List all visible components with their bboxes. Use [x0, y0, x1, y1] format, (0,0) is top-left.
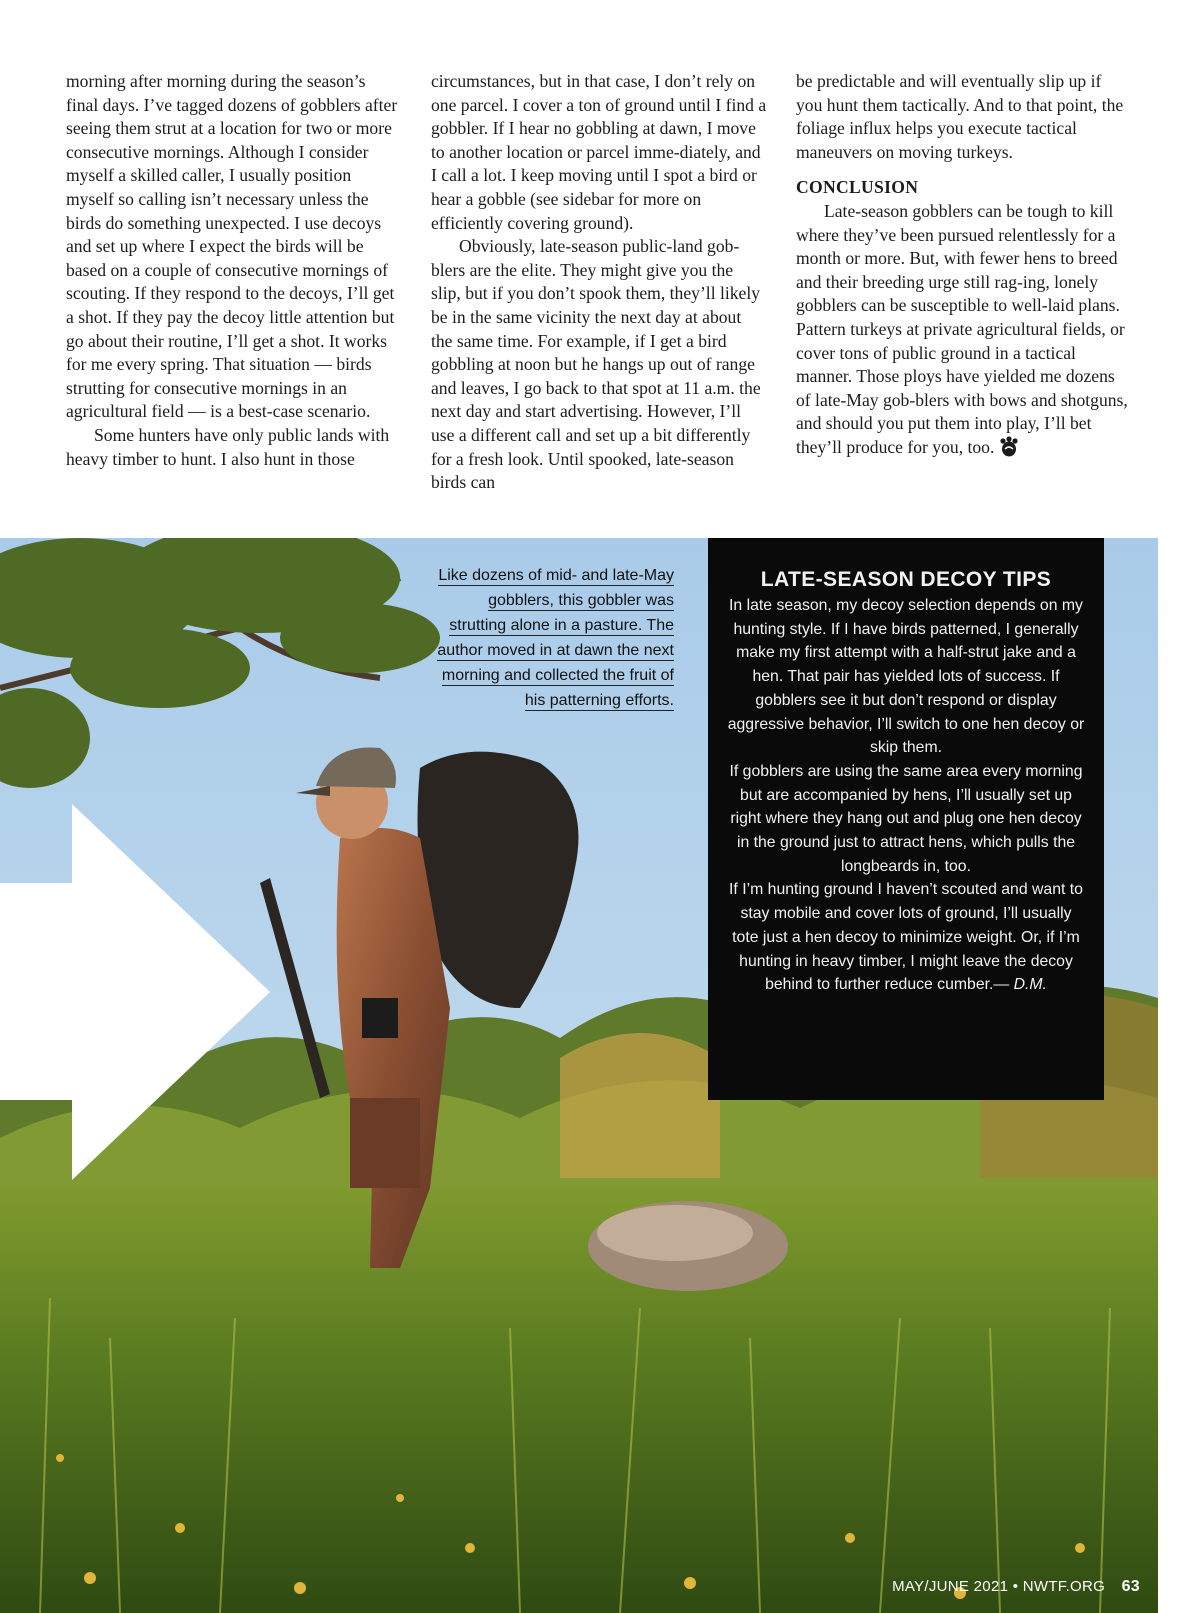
article-column-3 [796, 70, 1132, 460]
paragraph: Some hunters have only public lands with heavy timber to hunt. I also hunt in those [66, 424, 390, 469]
article-column-2 [431, 70, 767, 495]
paragraph: Obviously, late-season public-land gob-blers are the elite. They might give you the slip, but if you don’t spook them, they’ll likely be in the same vicinity the next day at about the same time. For example, if I get a bird gobbling at noon but he hangs up out of range and leaves, I go back to that spot at 11 a.m. the next day and start advertising. However, I’ll use a different call and set up a bit differently for a fresh look. Until spooked, late-season birds can [431, 236, 761, 493]
paragraph [796, 200, 1132, 460]
issue-date: MAY/JUNE 2021 [892, 1578, 1009, 1595]
sidebar-byline: D.M. [1013, 976, 1047, 994]
page-number: 63 [1121, 1578, 1140, 1595]
paragraph: morning after morning during the season’s final days. I’ve tagged dozens of gobblers after seeing them strut at a location for two or more consecutive mornings. Although I consider myself a skilled caller, I usually position myself so calling isn’t necessary unless the birds do something unexpected. I use decoys and set up where I expect the birds will be based on a couple of consecutive mornings of scouting. If they respond to the decoys, I’ll get a shot. If they pay the decoy little attention but go about their routine, I’ll get a shot. It works for me every spring. That situation — birds strutting for consecutive mornings in an agricultural field — is a best-case scenario. [66, 71, 398, 422]
page-footer [840, 1578, 1140, 1596]
sidebar-paragraph [726, 878, 1086, 997]
sidebar-paragraph: If gobblers are using the same area every morning but are accompanied by hens, I’ll usually set up right where they hang out and plug one hen decoy in the ground just to attract hens, which pulls the longbeards in, too. [729, 762, 1083, 875]
paragraph-text: Late-season gobblers can be tough to kill where they’ve been pursued relentlessly for a month or more. But, with fewer hens to breed and their breeding urge still rag-ing, lonely gobblers can be susceptible to well-laid plans. Pattern turkeys at private agricultural fields, or cover tons of public ground in a tactical manner. Those ploys have yielded me dozens of late-May gob-blers with bows and shotguns, and should you put them into play, I’ll bet they’ll produce for you, too. [796, 200, 1128, 457]
caption-text: Like dozens of mid- and late-May gobblers, this gobbler was strutting alone in a pasture. The author moved in at dawn the next morning and collected the fruit of his patterning efforts. [437, 567, 674, 709]
decoy-tips-sidebar [708, 538, 1104, 1100]
footer-separator: • [1012, 1578, 1019, 1595]
site-name: NWTF.ORG [1022, 1578, 1106, 1595]
sidebar-paragraph: In late season, my decoy selection depends on my hunting style. If I have birds patterned, I generally make my first attempt with a half-strut jake and a hen. That pair has yielded lots of success. If gobblers see it but don’t respond or display aggressive behavior, I’ll switch to one hen decoy or skip them. [727, 597, 1085, 757]
turkey-track-icon [999, 436, 1019, 458]
article-column-1 [66, 70, 402, 471]
paragraph: be predictable and will eventually slip up if you hunt them tactically. And to that point, the foliage influx helps you execute tactical maneuvers on moving turkeys. [796, 71, 1124, 162]
section-heading: CONCLUSION [796, 177, 919, 198]
sidebar-title: LATE-SEASON DECOY TIPS [760, 568, 1052, 591]
paragraph: circumstances, but in that case, I don’t rely on one parcel. I cover a ton of ground until I find a gobbler. If I hear no gobbling at dawn, I move to another location or parcel imme-diately, and I call a lot. I keep moving until I spot a bird or hear a gobble (see sidebar for more on efficiently covering ground). [431, 71, 767, 233]
photo-caption [428, 563, 674, 713]
sidebar-paragraph-text: If I’m hunting ground I haven’t scouted and want to stay mobile and cover lots of ground, I’ll usually tote just a hen decoy to minimize weight. Or, if I’m hunting in heavy timber, I might leave the decoy behind to further reduce cumber.— [729, 881, 1083, 994]
